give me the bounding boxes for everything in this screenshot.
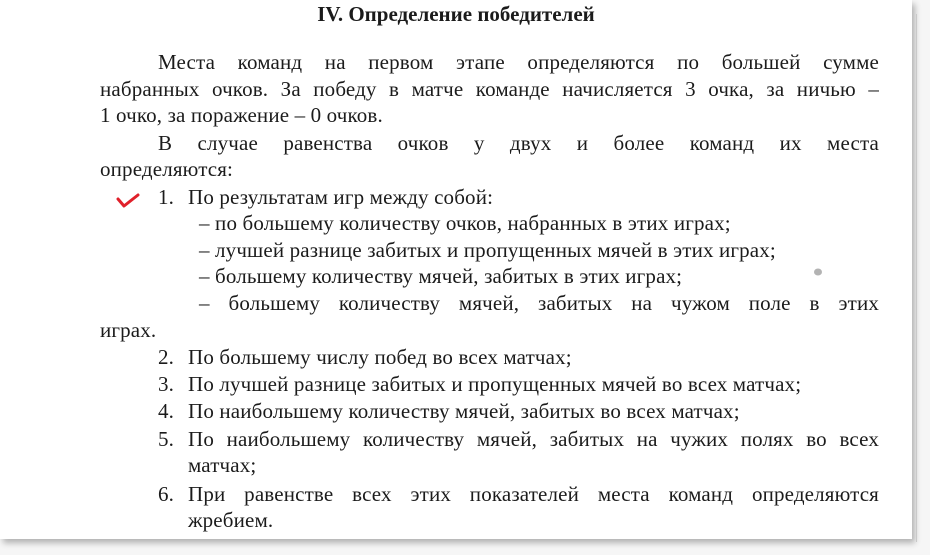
list-item-number: 1. <box>158 185 175 209</box>
list-item-number: 3. <box>158 372 175 396</box>
list-item-continuation: матчах; <box>188 453 257 477</box>
section-heading: IV. Определение победителей <box>317 2 595 26</box>
list-item-number: 5. <box>158 427 175 451</box>
tie-line-1: В случае равенства очков у двух и более команд их места <box>158 131 879 155</box>
list-item: По результатам игр между собой: <box>188 185 494 209</box>
list-item-number: 2. <box>158 345 175 369</box>
sub-item: – большему количеству мячей, забитых в этих играх; <box>199 264 683 288</box>
tie-line-2: определяются: <box>100 157 234 181</box>
check-mark-icon <box>116 192 140 210</box>
list-item-number: 6. <box>158 482 175 506</box>
sub-item-continuation: играх. <box>100 318 157 342</box>
sub-item: – лучшей разнице забитых и пропущенных мячей в этих играх; <box>199 238 776 262</box>
sub-item: – большему количеству мячей, забитых на чужом поле в этих <box>199 291 879 315</box>
intro-line-2: набранных очков. За победу в матче команде начисляется 3 очка, за ничью – <box>100 77 879 101</box>
list-item-number: 4. <box>158 399 175 423</box>
list-item: При равенстве всех этих показателей места команд определяются <box>188 482 879 506</box>
scan-smudge <box>812 267 824 277</box>
list-item: По наибольшему количеству мячей, забитых во всех матчах; <box>188 399 740 423</box>
page-edge-shadow <box>916 14 917 542</box>
intro-line-1: Места команд на первом этапе определяются по большей сумме <box>158 50 879 74</box>
list-item: По наибольшему количеству мячей, забитых на чужих полях во всех <box>188 427 879 451</box>
list-item: По лучшей разнице забитых и пропущенных мячей во всех матчах; <box>188 372 802 396</box>
list-item: По большему числу побед во всех матчах; <box>188 345 572 369</box>
intro-line-3: 1 очко, за поражение – 0 очков. <box>100 103 383 127</box>
list-item-continuation: жребием. <box>188 508 274 532</box>
sub-item: – по большему количеству очков, набранных в этих играх; <box>199 211 731 235</box>
